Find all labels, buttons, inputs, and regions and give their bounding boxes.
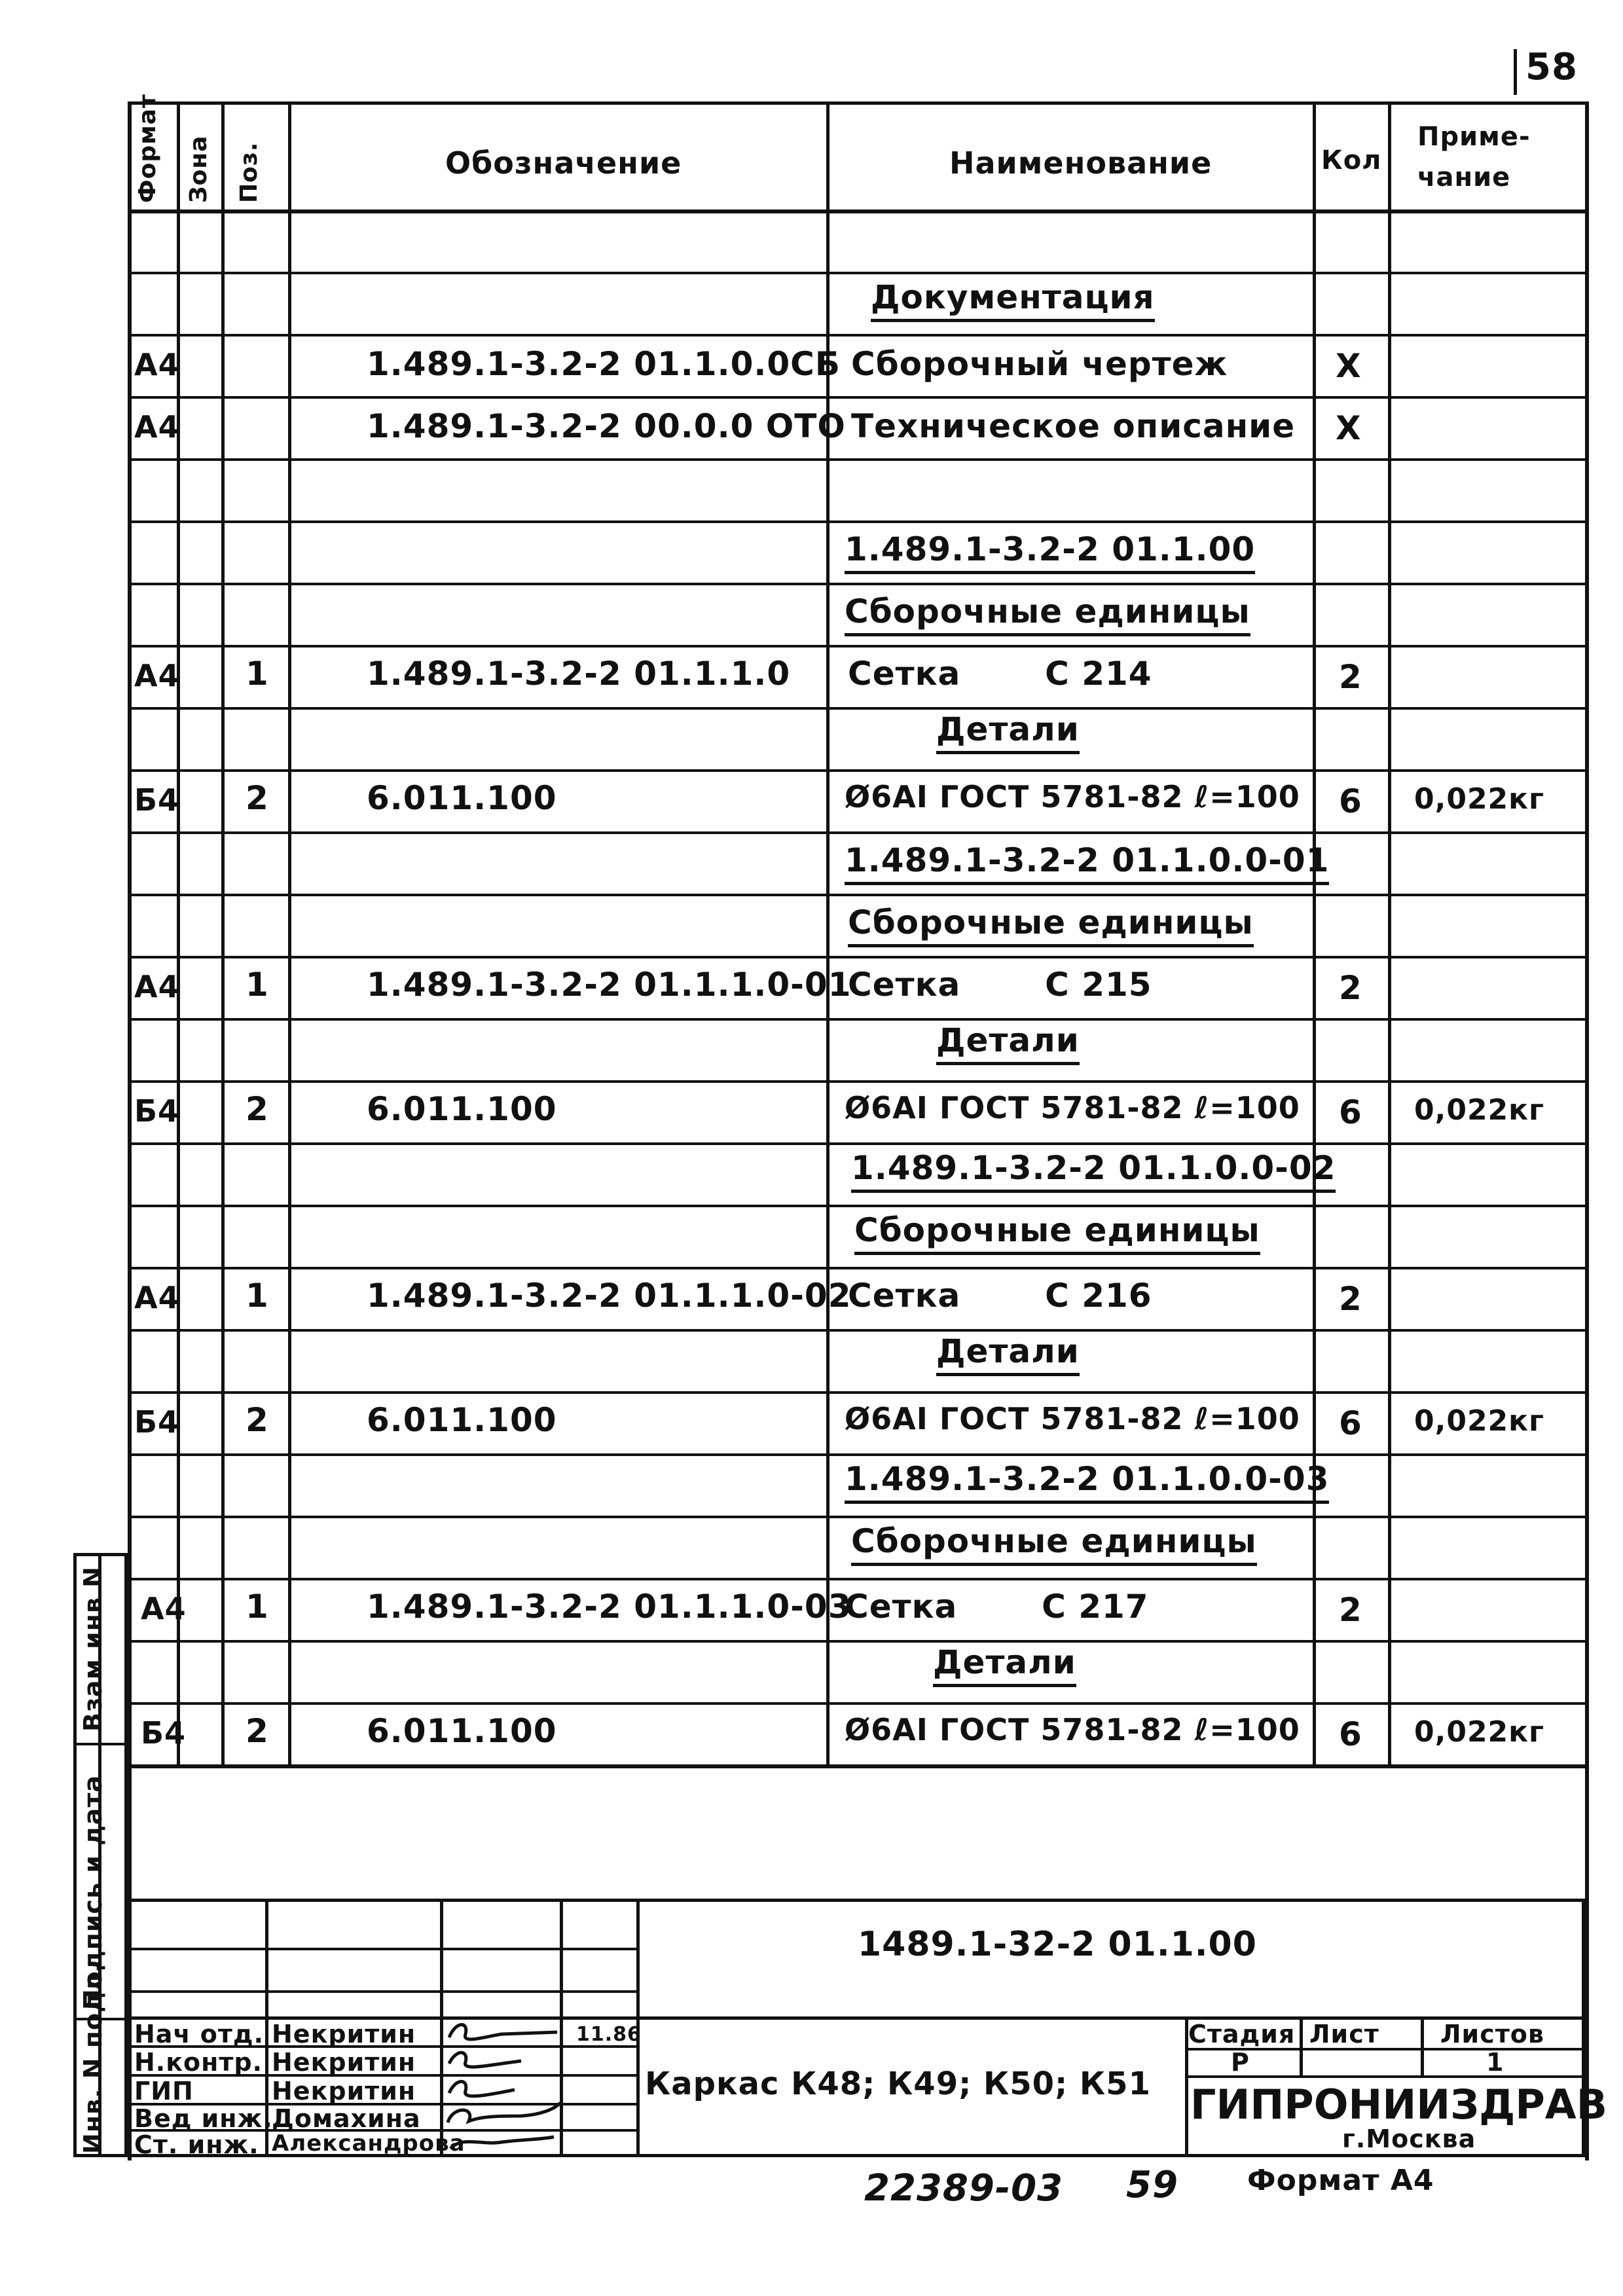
side-inv-swap: Взам инв N: [79, 1566, 107, 1732]
row-qty: X: [1336, 409, 1362, 447]
section-details-2: Детали: [936, 1021, 1080, 1059]
signer-date: 11.86: [576, 2023, 642, 2046]
row-line: [128, 956, 1585, 958]
row-designation: 1.489.1-3.2-2 01.1.1.0: [367, 655, 791, 693]
row-format: А4: [134, 969, 180, 1004]
section-units-4: Сборочные единицы: [851, 1522, 1257, 1560]
signatures: [443, 2018, 567, 2157]
side-sign-date: Подпись и дата: [79, 1774, 107, 2010]
row-line: [128, 1205, 1585, 1207]
row-line: [128, 1080, 1585, 1083]
row-designation: 6.011.100: [367, 1090, 557, 1128]
row-line: [128, 769, 1585, 772]
signer-role: Н.контр.: [134, 2048, 263, 2077]
row-format: Б4: [141, 1715, 187, 1751]
row-line: [128, 1391, 1585, 1394]
header-name: Наименование: [949, 145, 1213, 181]
sheets-value: 1: [1486, 2048, 1504, 2077]
archive-number: 22389-03: [864, 2167, 1063, 2210]
section-assembly-4: 1.489.1-3.2-2 01.1.0.0-03: [845, 1460, 1329, 1498]
signer-name: Александрова: [272, 2130, 465, 2157]
row-name: Ø6АI ГОСТ 5781-82 ℓ=100: [845, 1090, 1300, 1125]
section-assembly-1: 1.489.1-3.2-2 01.1.00: [845, 530, 1255, 568]
header-designation: Обозначение: [445, 145, 682, 181]
header-line: [128, 210, 1585, 213]
row-line: [128, 1453, 1585, 1456]
section-details-1: Детали: [936, 710, 1080, 748]
row-designation: 1.489.1-3.2-2 00.0.0 ОТО: [367, 407, 846, 445]
row-qty: 6: [1339, 1715, 1362, 1753]
row-name: Техническое описание: [851, 407, 1296, 445]
sheet-label: Лист: [1309, 2020, 1379, 2049]
row-format: Б4: [134, 1093, 180, 1129]
row-note: 0,022кг: [1414, 782, 1545, 816]
signer-name: Некритин: [272, 2020, 416, 2049]
header-zone: Зона: [185, 135, 212, 203]
row-line: [128, 1702, 1585, 1705]
col-line-qty: [1313, 101, 1316, 1764]
row-designation: 1.489.1-3.2-2 01.1.1.0-03: [367, 1588, 852, 1626]
sheets-label: Листов: [1440, 2020, 1544, 2049]
header-note: Приме- чание: [1417, 122, 1531, 192]
footer-format: Формат А4: [1247, 2164, 1434, 2197]
row-line: [128, 1267, 1585, 1269]
signer-role: Ст. инж.: [134, 2130, 259, 2159]
section-units-1: Сборочные единицы: [845, 592, 1250, 630]
footer-page: 59: [1126, 2164, 1178, 2206]
section-details-3: Детали: [936, 1332, 1080, 1370]
row-name: Сетка С 215: [848, 966, 1152, 1004]
row-pos: 2: [246, 1401, 269, 1439]
row-line: [128, 1142, 1585, 1145]
row-pos: 1: [246, 966, 269, 1004]
row-name: Ø6АI ГОСТ 5781-82 ℓ=100: [845, 1401, 1300, 1436]
row-qty: X: [1336, 347, 1362, 385]
row-pos: 1: [246, 655, 269, 693]
row-designation: 1.489.1-3.2-2 01.1.1.0-01: [367, 966, 852, 1004]
row-note: 0,022кг: [1414, 1404, 1545, 1438]
signer-role: ГИП: [134, 2077, 194, 2105]
row-line: [128, 1018, 1585, 1021]
row-note: 0,022кг: [1414, 1715, 1545, 1749]
row-line: [128, 894, 1585, 896]
row-line: [128, 272, 1585, 274]
row-pos: 1: [246, 1588, 269, 1626]
row-designation: 6.011.100: [367, 1401, 557, 1439]
page-number-mark: [1514, 49, 1517, 95]
stage-value: Р: [1231, 2048, 1250, 2077]
row-qty: 2: [1339, 969, 1362, 1007]
page-number: 58: [1525, 46, 1578, 88]
row-format: Б4: [134, 1404, 180, 1440]
signer-role: Вед инж.: [134, 2104, 273, 2133]
doc-title: Каркас К48; К49; К50; К51: [645, 2066, 1151, 2102]
row-pos: 1: [246, 1277, 269, 1315]
row-qty: 6: [1339, 1093, 1362, 1131]
row-designation: 1.489.1-3.2-2 01.1.1.0-02: [367, 1277, 852, 1315]
row-name: Сетка С 214: [848, 655, 1152, 693]
row-name: Сборочный чертеж: [851, 345, 1228, 383]
row-format: Б4: [134, 782, 180, 818]
row-line: [128, 520, 1585, 523]
row-pos: 2: [246, 1712, 269, 1750]
signer-name: Домахина: [272, 2104, 421, 2133]
row-designation: 6.011.100: [367, 1712, 557, 1750]
row-line: [128, 396, 1585, 399]
row-qty: 6: [1339, 1404, 1362, 1442]
row-line: [128, 645, 1585, 647]
row-format: А4: [141, 1591, 187, 1626]
row-line: [128, 1516, 1585, 1518]
col-line-pos: [221, 101, 225, 1764]
row-format: А4: [134, 409, 180, 445]
row-format: А4: [134, 1280, 180, 1315]
section-details-4: Детали: [933, 1643, 1076, 1681]
row-line: [128, 458, 1585, 461]
row-note: 0,022кг: [1414, 1093, 1545, 1127]
signer-name: Некритин: [272, 2048, 416, 2077]
row-name: Ø6АI ГОСТ 5781-82 ℓ=100: [845, 779, 1300, 814]
row-designation: 6.011.100: [367, 779, 557, 817]
header-qty: Кол: [1321, 145, 1382, 175]
row-line: [128, 1329, 1585, 1332]
row-name: Сетка С 216: [848, 1277, 1152, 1315]
row-qty: 2: [1339, 1591, 1362, 1629]
row-designation: 1.489.1-3.2-2 01.1.0.0СБ: [367, 345, 841, 383]
row-format: А4: [134, 347, 180, 382]
row-line: [128, 1640, 1585, 1643]
row-format: А4: [134, 658, 180, 693]
row-qty: 2: [1339, 1280, 1362, 1318]
section-units-3: Сборочные единицы: [854, 1211, 1260, 1249]
header-format: Формат: [134, 94, 161, 203]
row-line: [128, 1764, 1585, 1768]
org-name: ГИПРОНИИЗДРАВ: [1190, 2081, 1608, 2128]
row-line: [128, 707, 1585, 710]
side-inv-orig: Инв. N подл.: [79, 1962, 107, 2154]
signer-role: Нач отд.: [134, 2020, 264, 2049]
stage-label: Стадия: [1188, 2020, 1296, 2049]
col-line-designation: [288, 101, 291, 1764]
row-pos: 2: [246, 779, 269, 817]
row-qty: 6: [1339, 782, 1362, 820]
row-qty: 2: [1339, 658, 1362, 696]
row-line: [128, 583, 1585, 585]
row-name: Ø6АI ГОСТ 5781-82 ℓ=100: [845, 1712, 1300, 1747]
section-assembly-3: 1.489.1-3.2-2 01.1.0.0-02: [851, 1149, 1336, 1187]
section-documentation: Документация: [871, 278, 1155, 316]
header-pos: Поз.: [236, 141, 263, 203]
signer-name: Некритин: [272, 2077, 416, 2105]
tb-vline: [1300, 2016, 1303, 2075]
section-assembly-2: 1.489.1-3.2-2 01.1.0.0-01: [845, 841, 1329, 879]
org-city: г.Москва: [1342, 2124, 1476, 2153]
row-line: [128, 334, 1585, 337]
row-line: [128, 1578, 1585, 1580]
row-line: [128, 831, 1585, 834]
doc-code: 1489.1-32-2 01.1.00: [858, 1925, 1257, 1964]
col-line-note: [1388, 101, 1391, 1764]
section-units-2: Сборочные единицы: [848, 903, 1254, 941]
tb-vline: [1421, 2016, 1424, 2075]
row-pos: 2: [246, 1090, 269, 1128]
row-name: Сетка С 217: [845, 1588, 1149, 1626]
